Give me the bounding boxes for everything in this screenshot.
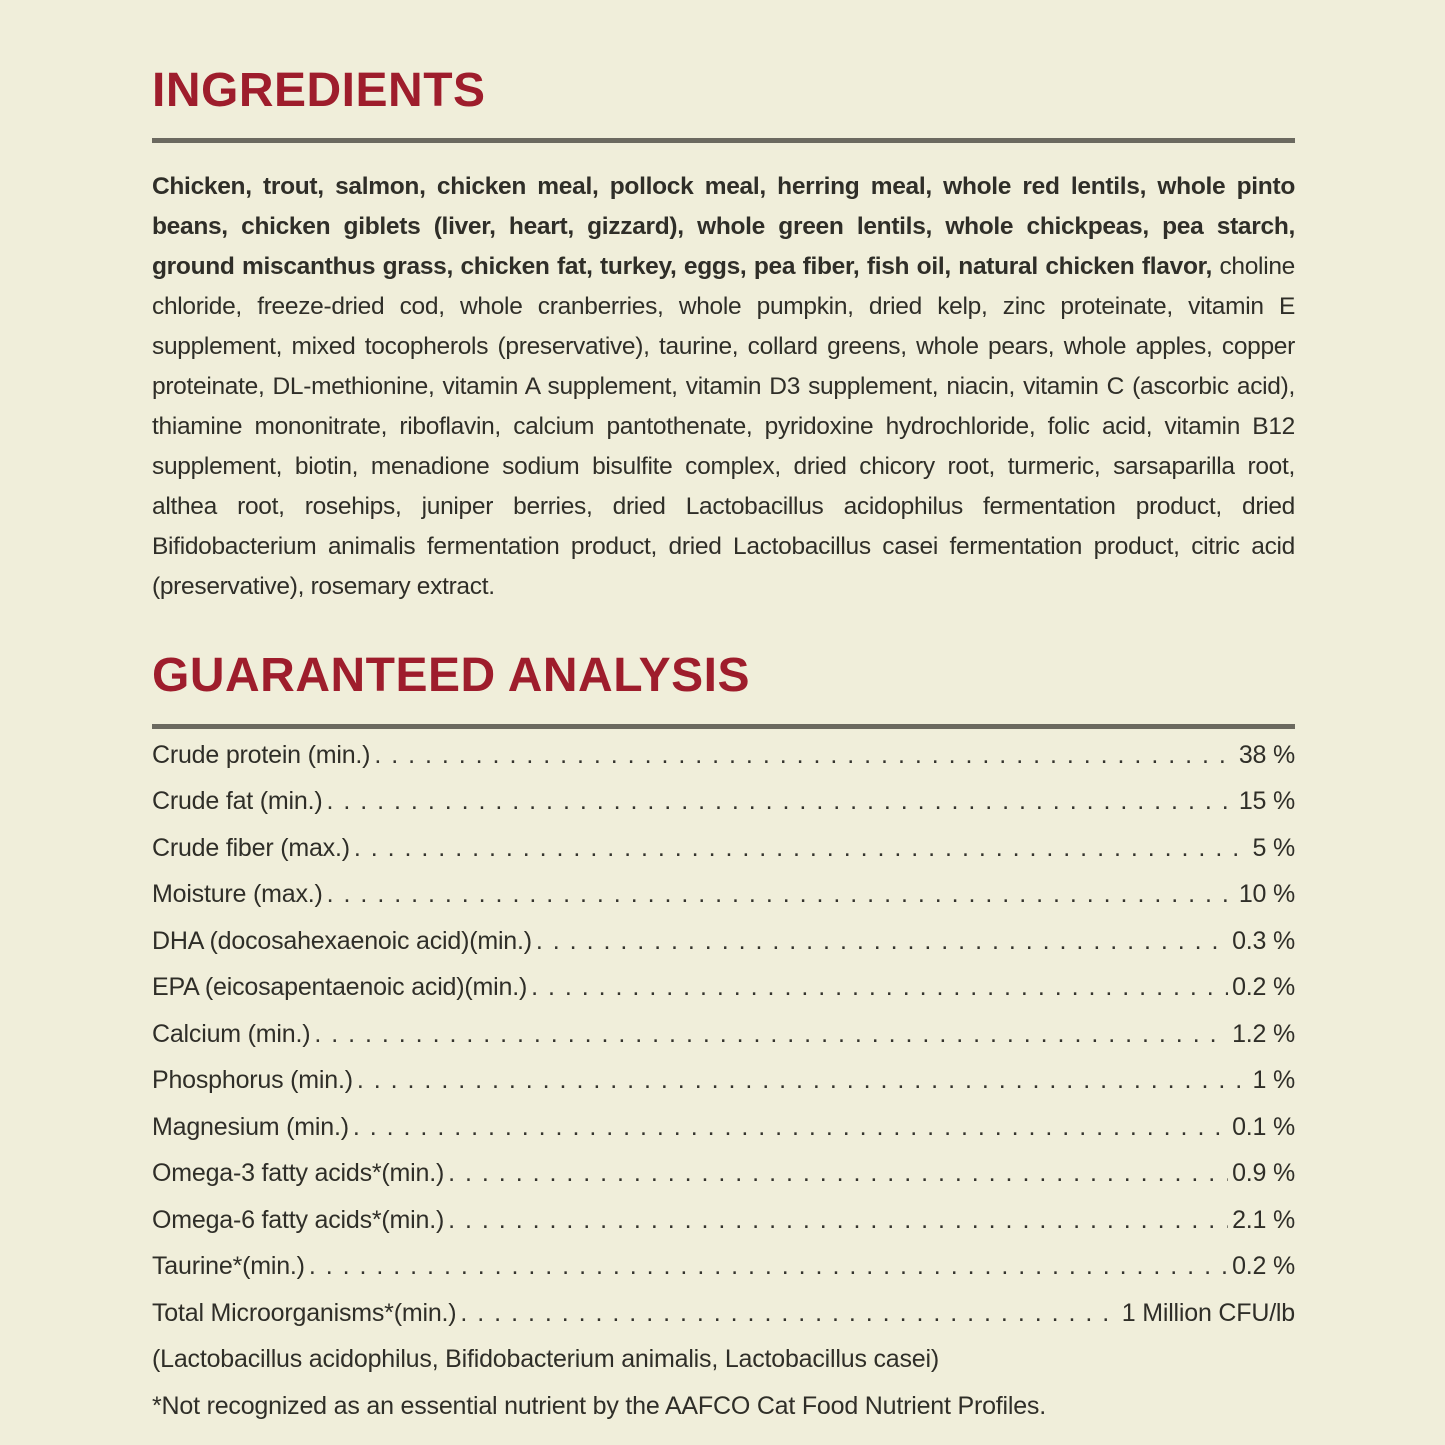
row-value: 0.2 % [1232, 1252, 1295, 1281]
leader-dots [327, 880, 1235, 909]
row-label: Total Microorganisms*(min.) [152, 1298, 457, 1327]
row-label: DHA (docosahexaenoic acid)(min.) [152, 926, 532, 955]
microorganisms-note: (Lactobacillus acidophilus, Bifidobacterium animalis, Lactobacillus casei) [152, 1345, 939, 1374]
table-row [152, 1206, 1295, 1253]
guaranteed-analysis-table [152, 741, 1295, 1439]
row-value: 0.1 % [1232, 1112, 1295, 1141]
row-value: 2.1 % [1232, 1205, 1295, 1234]
table-row [152, 1020, 1295, 1067]
ingredients-text [152, 167, 1295, 607]
ingredients-section [152, 66, 1295, 607]
row-label: Moisture (max.) [152, 880, 323, 909]
table-row [152, 927, 1295, 974]
leader-dots [353, 1113, 1228, 1142]
row-label: Omega-3 fatty acids*(min.) [152, 1159, 445, 1188]
row-label: Crude fiber (max.) [152, 833, 350, 862]
leader-dots [448, 1159, 1228, 1188]
row-value: 38 % [1238, 740, 1295, 769]
table-row [152, 1252, 1295, 1299]
row-label: Crude protein (min.) [152, 740, 371, 769]
table-row [152, 834, 1295, 881]
table-row [152, 787, 1295, 834]
row-label: Taurine*(min.) [152, 1252, 305, 1281]
table-row [152, 741, 1295, 788]
row-value: 0.9 % [1232, 1159, 1295, 1188]
leader-dots [531, 973, 1228, 1002]
leader-dots [460, 1299, 1117, 1328]
table-row [152, 880, 1295, 927]
row-value: 0.3 % [1232, 926, 1295, 955]
section-divider [152, 138, 1295, 143]
row-value: 1.2 % [1232, 1019, 1295, 1048]
row-value: 1 Million CFU/lb [1121, 1298, 1295, 1327]
row-label: Phosphorus (min.) [152, 1066, 353, 1095]
row-label: Calcium (min.) [152, 1019, 311, 1048]
section-divider [152, 724, 1295, 729]
ingredients-title: INGREDIENTS [152, 64, 486, 117]
row-label: EPA (eicosapentaenoic acid)(min.) [152, 973, 528, 1002]
row-label: Omega-6 fatty acids*(min.) [152, 1205, 445, 1234]
row-value: 15 % [1238, 787, 1295, 816]
leader-dots [357, 1066, 1249, 1095]
row-value: 5 % [1252, 833, 1295, 862]
leader-dots [309, 1252, 1228, 1281]
table-row [152, 1066, 1295, 1113]
ingredients-secondary-list: choline chloride, freeze-dried cod, whole cranberries, whole pumpkin, dried kelp, zinc proteinate, vitamin E supplement, mixed tocopherols (preservative), taurine, collard greens, whole pears, whole apples, copper proteinate, DL-methionine, vitamin A supplement, vitamin D3 supplement, niacin, vitamin C (ascorbic acid), thiamine mononitrate, riboflavin, calcium pantothenate, pyridoxine hydrochloride, folic acid, vitamin B12 supplement, biotin, menadione sodium bisulfite complex, dried chicory root, turmeric, sarsaparilla root, althea root, rosehips, juniper berries, dried Lactobacillus acidophilus fermentation product, dried Bifidobacterium animalis fermentation product, dried Lactobacillus casei fermentation product, citric acid (preservative), rosemary extract. [152, 253, 1295, 601]
ingredients-primary-list: Chicken, trout, salmon, chicken meal, pollock meal, herring meal, whole red lentils, whole pinto beans, chicken giblets (liver, heart, gizzard), whole green lentils, whole chickpeas, pea starch, ground miscanthus grass, chicken fat, turkey, eggs, pea fiber, fish oil, natural chicken flavor, [152, 173, 1295, 281]
leader-dots [354, 834, 1249, 863]
aafco-footnote: *Not recognized as an essential nutrient by the AAFCO Cat Food Nutrient Profiles. [152, 1391, 1046, 1420]
guaranteed-analysis-section [152, 651, 1295, 1438]
table-row [152, 973, 1295, 1020]
leader-dots [374, 741, 1235, 770]
leader-dots [448, 1206, 1228, 1235]
row-value: 0.2 % [1232, 973, 1295, 1002]
table-row [152, 1113, 1295, 1160]
guaranteed-analysis-title: GUARANTEED ANALYSIS [152, 649, 751, 703]
leader-dots [536, 927, 1228, 956]
row-label: Crude fat (min.) [152, 787, 323, 816]
row-value: 10 % [1238, 880, 1295, 909]
table-row [152, 1299, 1295, 1346]
leader-dots [326, 787, 1234, 816]
leader-dots [314, 1020, 1228, 1049]
row-label: Magnesium (min.) [152, 1112, 349, 1141]
table-row [152, 1159, 1295, 1206]
row-value: 1 % [1252, 1066, 1295, 1095]
